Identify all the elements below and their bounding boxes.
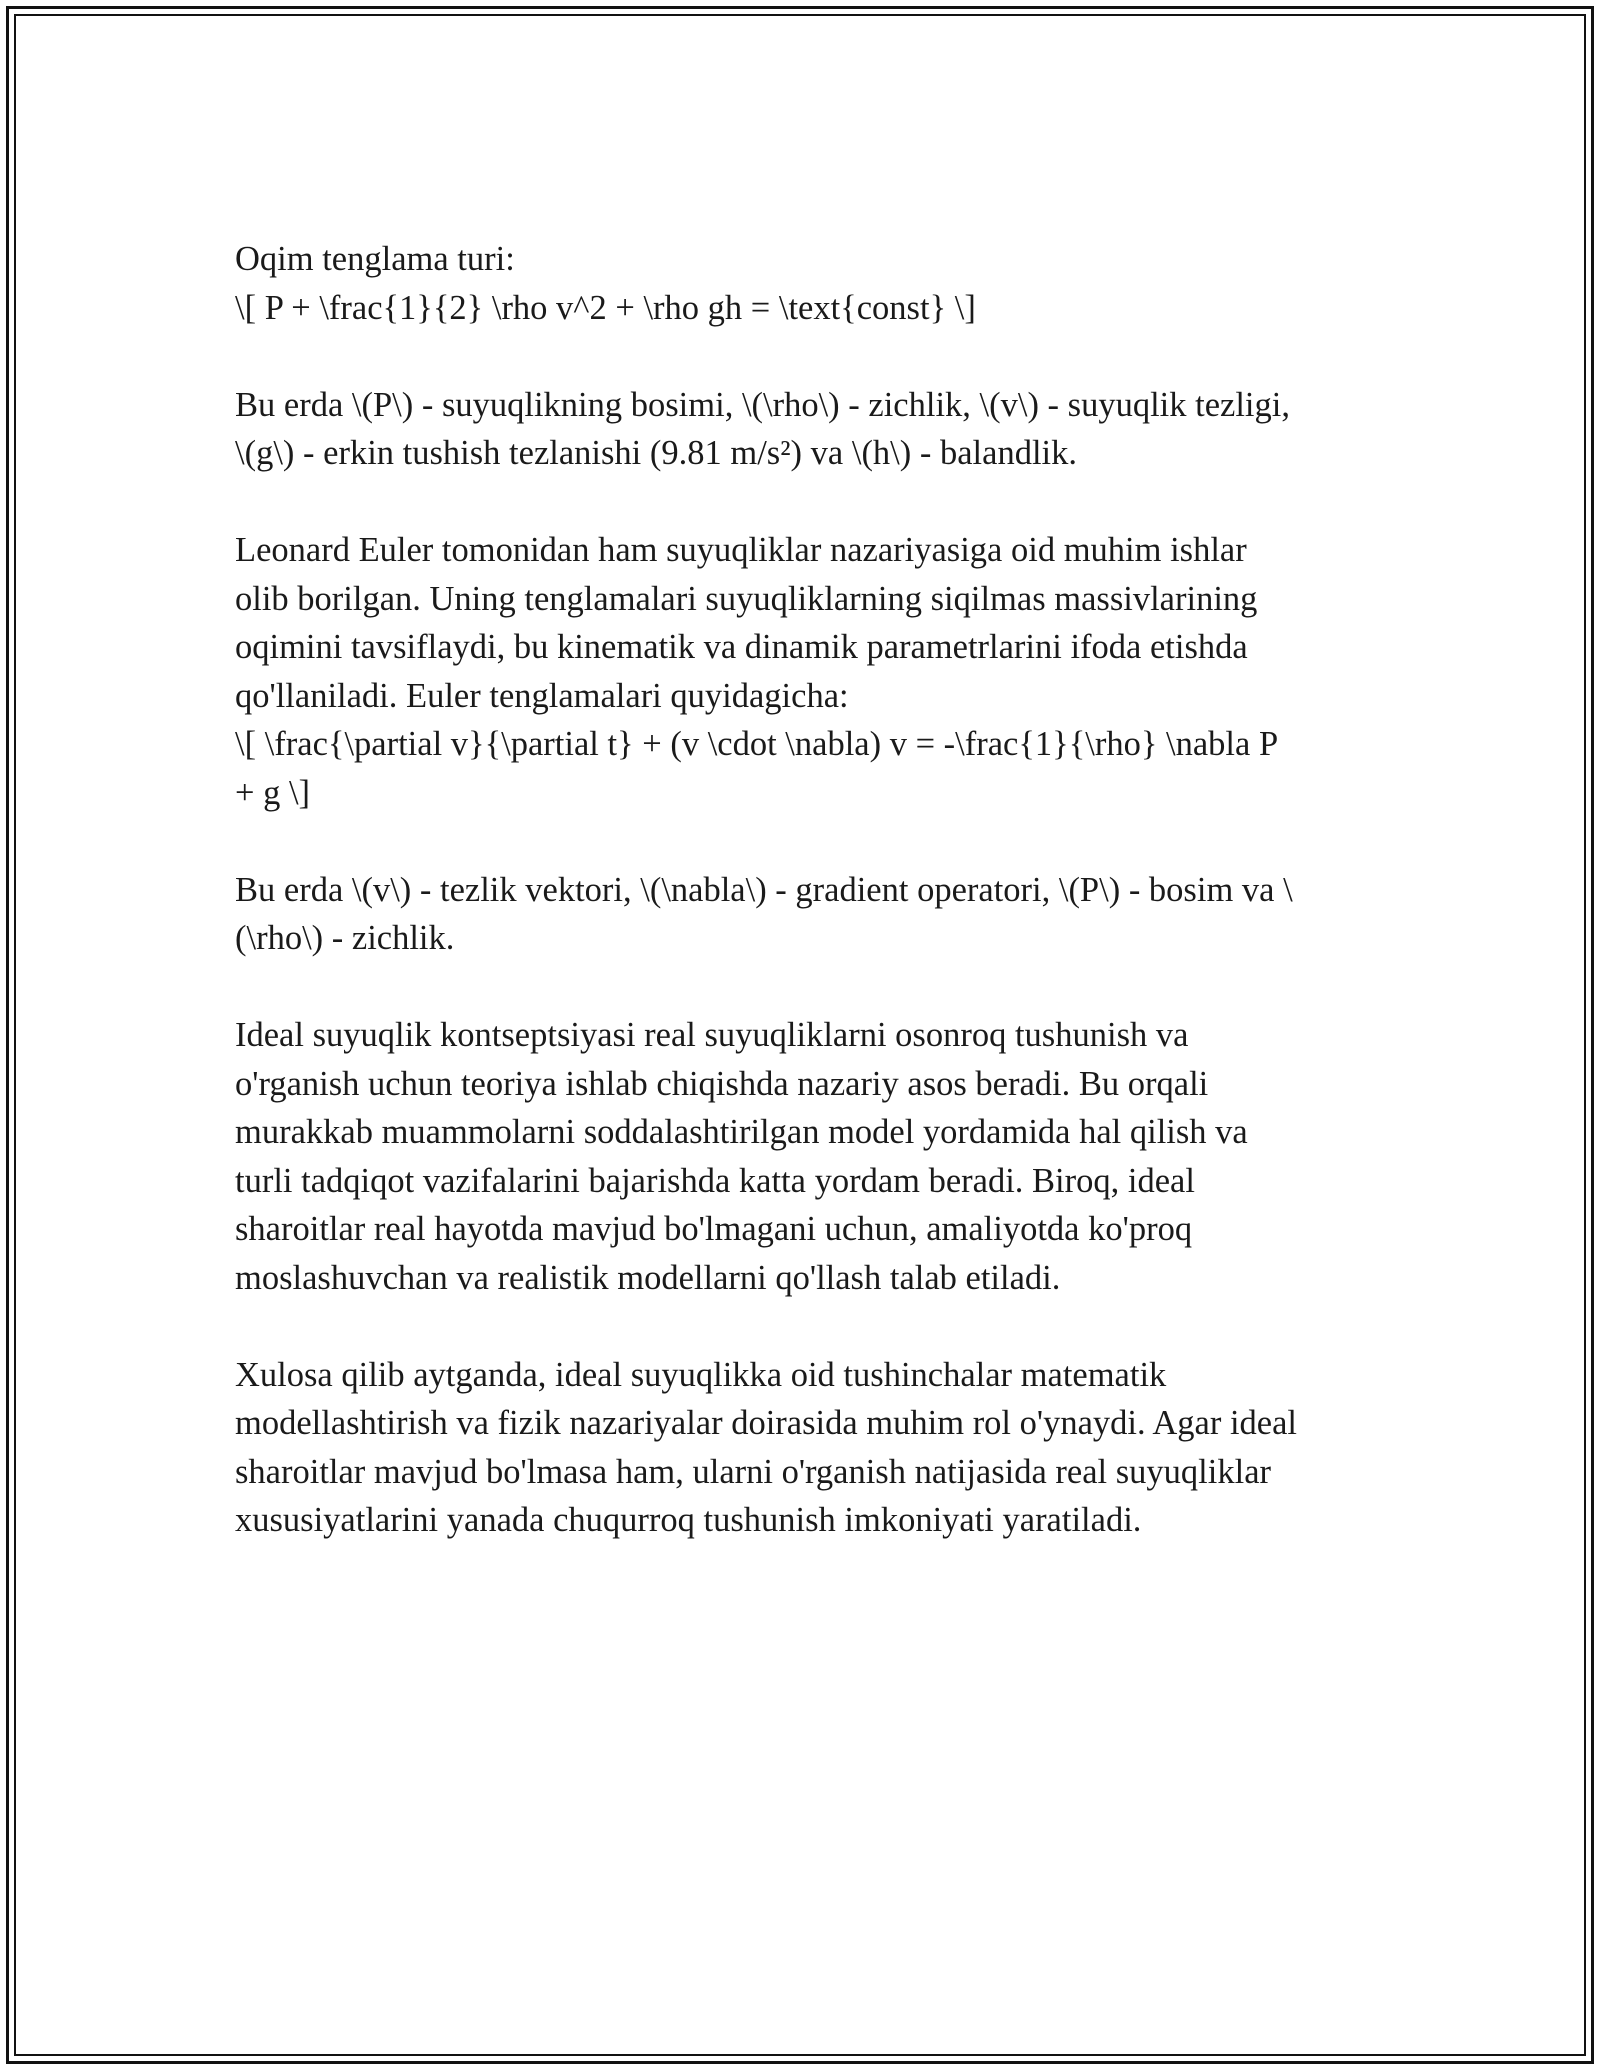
document-body <box>235 235 1375 1593</box>
paragraph-conclusion: Xulosa qilib aytganda, ideal suyuqlikka oid tushinchalar matematik modellashtirish va fizik nazariyalar doirasida muhim rol o'ynaydi. Agar ideal sharoitlar mavjud bo'lmasa ham, ularni o'rganish natijasida real suyuqliklar xususiyatlarini yanada chuqurroq tushunish imkoniyati yaratiladi. <box>235 1355 1297 1539</box>
paragraph-euler-equations: Leonard Euler tomonidan ham suyuqliklar nazariyasiga oid muhim ishlar olib borilgan. Uning tenglamalari suyuqliklarning siqilmas massivlarining oqimini tavsiflaydi, bu kinematik va dinamik parametrlarini ifoda etishda qo'llaniladi. Euler tenglamalari quyidagicha: \[ \frac{\partial v}{\partial t} + (v \cdot \nabla) v = -\frac{1}{\rho} \nabla P + g \] <box>235 531 1279 812</box>
paragraph-flow-equation: Oqim tenglama turi: \[ P + \frac{1}{2} \rho v^2 + \rho gh = \text{const} \] <box>235 240 976 327</box>
paragraph-euler-variables: Bu erda \(v\) - tezlik vektori, \(\nabla\) - gradient operatori, \(P\) - bosim va \ (\rho\) - zichlik. <box>235 870 1293 957</box>
paragraph-ideal-fluid-concept: Ideal suyuqlik kontseptsiyasi real suyuqliklarni osonroq tushunish va o'rganish uchun teoriya ishlab chiqishda nazariy asos beradi. Bu orqali murakkab muammolarni soddalashtirilgan model yordamida hal qilish va turli tadqiqot vazifalarini bajarishda katta yordam beradi. Biroq, ideal sharoitlar real hayotda mavjud bo'lmagani uchun, amaliyotda ko'proq moslashuvchan va realistik modellarni qo'llash talab etiladi. <box>235 1016 1248 1297</box>
paragraph-variable-definitions: Bu erda \(P\) - suyuqlikning bosimi, \(\rho\) - zichlik, \(v\) - suyuqlik tezligi, \(g\) - erkin tushish tezlanishi (9.81 m/s²) va \(h\) - balandlik. <box>235 385 1290 472</box>
